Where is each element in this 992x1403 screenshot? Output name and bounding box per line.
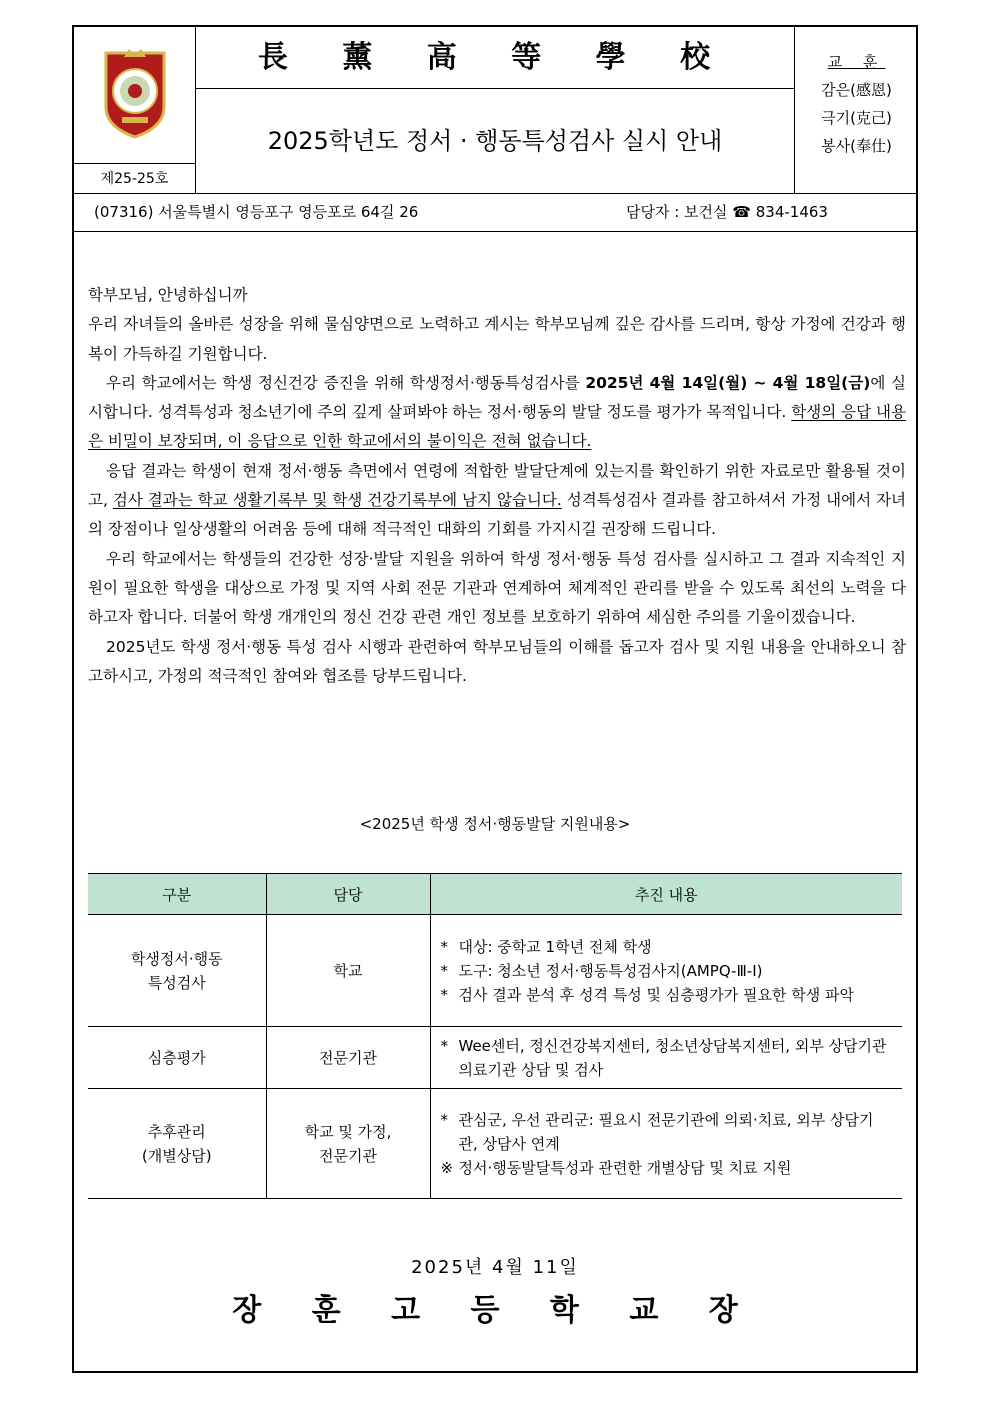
text-run: 우리 학교에서는 학생 정신건강 증진을 위해 학생정서·행동특성검사를	[106, 373, 586, 392]
owner-cell: 학교 및 가정, 전문기관	[266, 1089, 430, 1199]
category-cell: 학생정서·행동 특성검사	[88, 915, 266, 1027]
paragraph	[88, 457, 906, 545]
list-item	[441, 983, 889, 1007]
list-item	[441, 935, 889, 959]
list-item	[441, 959, 889, 983]
motto-line: 극기(克己)	[821, 109, 892, 127]
owner-cell: 학교	[266, 915, 430, 1027]
principal-signature: 장 훈 고 등 학 교 장	[232, 1293, 758, 1328]
list-item	[441, 1034, 889, 1082]
contact-info: 담당자 : 보건실 ☎ 834-1463	[626, 203, 828, 221]
bullet-mark: ※	[440, 1158, 454, 1177]
item-text: 정서·행동발달특성과 관련한 개별상담 및 치료 지원	[458, 1158, 792, 1177]
paragraph: 우리 학교에서는 학생들의 건강한 성장·발달 지원을 위하여 학생 정서·행동 특성 검사를 실시하고 그 결과 지속적인 지원이 필요한 학생을 대상으로 가정 및 지역 사회 전문 기관과 연계하여 체계적인 관리를 받을 수 있도록 최선의 노력을 다하고자 합니다. 더불어 학생 개개인의 정신 건강 관련 개인 정보를 보호하기 위하여 세심한 주의를 기울이겠습니다.	[88, 549, 906, 627]
column-header: 구분	[88, 874, 266, 915]
greeting: 학부모님, 안녕하십니까	[88, 286, 248, 304]
section-title: <2025년 학생 정서·행동발달 지원내용>	[359, 815, 631, 833]
underlined-notice: 검사 결과는 학교 생활기록부 및 학생 건강기록부에 남지 않습니다.	[112, 491, 562, 510]
bullet-mark: *	[440, 1036, 448, 1055]
paragraph: 2025년도 학생 정서·행동 특성 검사 시행과 관련하여 학부모님들의 이해를 돕고자 검사 및 지원 내용을 안내하오니 참고하시고, 가정의 적극적인 참여와 협조를 당부드립니다.	[88, 637, 906, 685]
address-row	[74, 193, 916, 232]
motto-heading: 교 훈	[827, 53, 886, 71]
motto-line: 봉사(奉仕)	[821, 137, 892, 155]
school-emblem	[74, 27, 196, 163]
category-cell: 추후관리 (개별상담)	[88, 1089, 266, 1199]
owner-cell: 전문기관	[266, 1027, 430, 1089]
bullet-mark: *	[440, 985, 448, 1004]
support-table	[88, 873, 902, 1199]
items-cell	[430, 1027, 902, 1089]
paragraph: 우리 자녀들의 올바른 성장을 위해 물심양면으로 노력하고 계시는 학부모님께 깊은 감사를 드리며, 항상 가정에 건강과 행복이 가득하길 기원합니다.	[88, 315, 906, 363]
table-row	[88, 1089, 902, 1199]
page-title: 2025학년도 정서 · 행동특성검사 실시 안내	[267, 127, 723, 155]
letter-body	[88, 281, 906, 691]
item-text: 검사 결과 분석 후 성격 특성 및 심층평가가 필요한 학생 파악	[458, 985, 854, 1004]
item-text: Wee센터, 정신건강복지센터, 청소년상담복지센터, 외부 상담기관 의료기관 상담 및 검사	[458, 1036, 887, 1079]
column-header: 추진 내용	[430, 874, 902, 915]
document-number: 제25-25호	[74, 163, 196, 193]
list-item	[441, 1156, 889, 1180]
text-run: 성격특성검사 결과를 참고하셔서 가정 내에서 자녀의 장점이나 일상생활의 어려움 등에 대해 적극적인 대화의 기회를 가지시길 권장해 드립니다.	[88, 491, 907, 539]
table-row	[88, 915, 902, 1027]
motto-line: 감은(感恩)	[821, 81, 892, 99]
item-text: 관심군, 우선 관리군: 필요시 전문기관에 의뢰·치료, 외부 상담기관, 상담사 연계	[458, 1110, 874, 1153]
text-run: 응답 결과는 학생이 현재 정서·행동 측면에서 연령에 적합한 발달단계에 있는지를 확인하기 위한 자료로만 활용될 것이고,	[88, 461, 906, 510]
item-text: 도구: 청소년 정서·행동특성검사지(AMPQ-Ⅲ-Ⅰ)	[458, 961, 763, 980]
underlined-notice: 학생의 응답 내용은 비밀이 보장되며, 이 응답으로 인한 학교에서의 불이익은 전혀 없습니다.	[88, 403, 906, 451]
school-address: (07316) 서울특별시 영등포구 영등포로 64길 26	[94, 203, 419, 221]
school-motto	[794, 27, 918, 193]
table-row	[88, 1027, 902, 1089]
bullet-mark: *	[440, 937, 448, 956]
document-frame	[72, 25, 918, 1373]
table-header-row	[88, 874, 902, 915]
category-cell: 심층평가	[88, 1027, 266, 1089]
paragraph	[88, 369, 906, 457]
bullet-mark: *	[440, 961, 448, 980]
items-cell	[430, 915, 902, 1027]
list-item	[441, 1108, 889, 1156]
emblem-icon	[74, 27, 196, 163]
items-cell	[430, 1089, 902, 1199]
school-name: 長 薰 高 等 學 校	[196, 27, 794, 89]
text-run: 에 실시합니다. 성격특성과 청소년기에 주의 깊게 살펴봐야 하는 정서·행동의 발달 정도를 평가가 목적입니다.	[88, 373, 907, 422]
column-header: 담당	[266, 874, 430, 915]
bullet-mark: *	[440, 1110, 448, 1129]
item-text: 대상: 중학교 1학년 전체 학생	[458, 937, 652, 956]
issue-date: 2025년 4월 11일	[411, 1257, 579, 1278]
test-period: 2025년 4월 14일(월) ~ 4월 18일(금)	[585, 373, 871, 392]
